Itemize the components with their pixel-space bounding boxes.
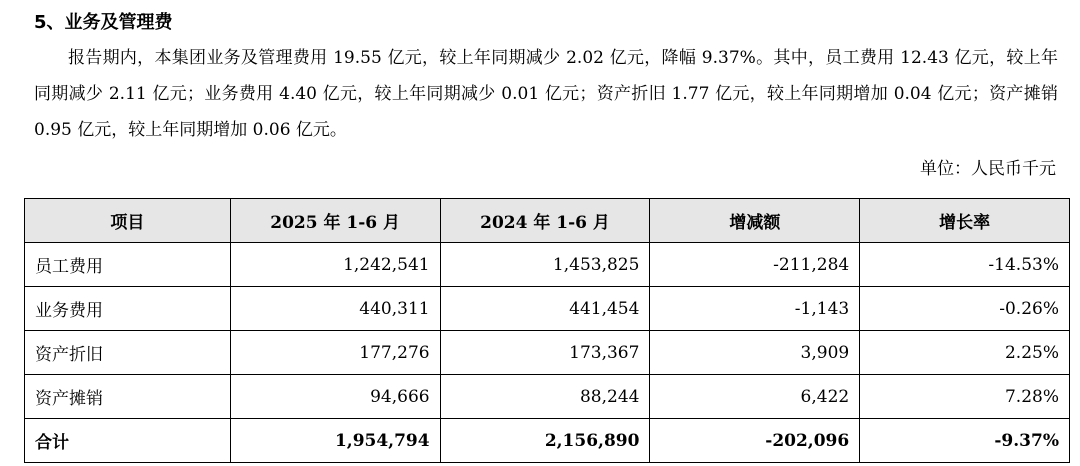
cell-value: -211,284 [650,243,860,287]
cell-value: 7.28% [860,375,1070,419]
header-change-amount: 增减额 [650,199,860,243]
cell-value: -9.37% [860,419,1070,463]
table-row [25,375,1070,419]
header-item: 项目 [25,199,231,243]
row-label: 资产摊销 [25,375,231,419]
cell-value: 88,244 [440,375,650,419]
header-2025-h1: 2025 年 1-6 月 [230,199,440,243]
cell-value: -202,096 [650,419,860,463]
cell-value: 441,454 [440,287,650,331]
section-heading: 5、业务及管理费 [34,12,173,33]
header-2024-h1: 2024 年 1-6 月 [440,199,650,243]
row-label: 资产折旧 [25,331,231,375]
cell-value: 3,909 [650,331,860,375]
cell-value: 6,422 [650,375,860,419]
cell-value: 177,276 [230,331,440,375]
row-label: 员工费用 [25,243,231,287]
row-label: 业务费用 [25,287,231,331]
cell-value: -0.26% [860,287,1070,331]
unit-label: 单位：人民币千元 [920,159,1056,179]
cell-value: 2,156,890 [440,419,650,463]
row-label: 合计 [25,419,231,463]
table-header-row [25,199,1070,243]
cell-value: -1,143 [650,287,860,331]
cell-value: 2.25% [860,331,1070,375]
cell-value: -14.53% [860,243,1070,287]
cell-value: 1,242,541 [230,243,440,287]
table-total-row [25,419,1070,463]
table-row [25,287,1070,331]
expense-table [24,198,1070,463]
table-row [25,331,1070,375]
summary-paragraph: 报告期内，本集团业务及管理费用 19.55 亿元，较上年同期减少 2.02 亿元，降幅 9.37%。其中，员工费用 12.43 亿元，较上年同期减少 2.11 亿元；业务费用 4.40 亿元，较上年同期减少 0.01 亿元；资产折旧 1.77 亿元，较上年同期增加 0.04 亿元；资产摊销 0.95 亿元，较上年同期增加 0.06 亿元。 [34,48,1058,140]
cell-value: 94,666 [230,375,440,419]
header-growth-rate: 增长率 [860,199,1070,243]
cell-value: 440,311 [230,287,440,331]
cell-value: 1,453,825 [440,243,650,287]
table-row [25,243,1070,287]
cell-value: 1,954,794 [230,419,440,463]
cell-value: 173,367 [440,331,650,375]
